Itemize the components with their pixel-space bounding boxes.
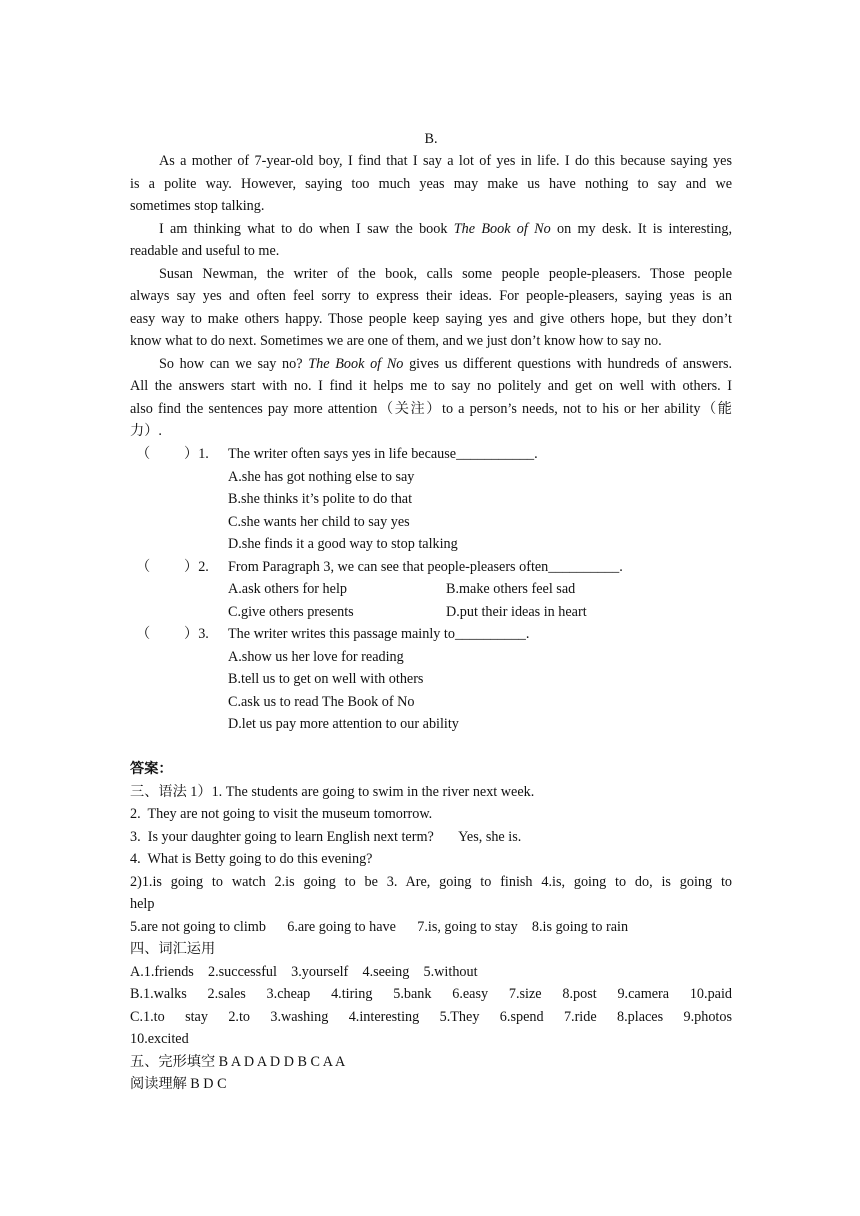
answer-line: 五、完形填空 B A D A D D B C A A — [130, 1054, 346, 1070]
answer-line: B.1.walks 2.sales 3.cheap 4.tiring 5.bank 6.easy 7.size 8.post 9.camera 10.paid — [130, 986, 732, 1002]
book-title-italic: The Book of No — [308, 356, 404, 372]
paragraph-3-line-3: easy way to make others happy. Those people keep saying yes and give others hope, but they don’t — [130, 311, 732, 327]
answer-line: 三、语法 1）1. The students are going to swim in the river next week. — [130, 784, 535, 800]
paragraph-2-line-2: readable and useful to me. — [130, 243, 280, 259]
book-title-italic: The Book of No — [453, 221, 551, 237]
answer-line: help — [130, 896, 155, 912]
question-1-option-b: B.she thinks it’s polite to do that — [228, 491, 413, 507]
answer-line: C.1.to stay 2.to 3.washing 4.interesting 5.They 6.spend 7.ride 8.places 9.photos — [130, 1009, 732, 1025]
question-1-option-c: C.she wants her child to say yes — [228, 514, 410, 530]
answer-blank-open: （ — [136, 626, 151, 642]
answers-heading: 答案： — [130, 761, 173, 777]
answer-line: 10.excited — [130, 1031, 189, 1047]
paragraph-4-text-a: So how can we say no? — [159, 356, 309, 372]
paragraph-4-line-3: also find the sentences pay more attention（关注）to a person’s needs, not to his or her ability（能 — [130, 401, 732, 417]
paragraph-3-line-4: know what to do next. Sometimes we are one of them, and we just don’t know how to say no. — [130, 333, 662, 349]
question-3-option-d: D.let us pay more attention to our ability — [228, 716, 459, 732]
question-number: ）1. — [184, 446, 209, 462]
answer-section-heading: 四、词汇运用 — [130, 941, 216, 957]
question-2-option-c: C.give others presents — [228, 604, 354, 620]
paragraph-1-line-3: sometimes stop talking. — [130, 198, 265, 214]
passage-title: B. — [424, 131, 438, 147]
question-2-option-a: A.ask others for help — [228, 581, 347, 597]
answer-line: A.1.friends 2.successful 3.yourself 4.seeing 5.without — [130, 964, 478, 980]
question-2-stem: From Paragraph 3, we can see that people-pleasers often__________. — [228, 559, 623, 575]
paragraph-2-text-b: on my desk. It is interesting, — [550, 221, 732, 237]
question-number: ）3. — [184, 626, 209, 642]
question-3-option-a: A.show us her love for reading — [228, 649, 404, 665]
answer-line: 阅读理解 B D C — [130, 1076, 227, 1092]
answer-line: 3. Is your daughter going to learn English next term? Yes, she is. — [130, 829, 522, 845]
answer-blank-open: （ — [136, 559, 151, 575]
answer-line: 4. What is Betty going to do this evening? — [130, 851, 373, 867]
question-1-option-d: D.she finds it a good way to stop talking — [228, 536, 458, 552]
paragraph-4-line-2: All the answers start with no. I find it helps me to say no politely and get on well with others. I — [130, 378, 732, 394]
paragraph-2-text-a: I am thinking what to do when I saw the book — [159, 221, 454, 237]
answer-line: 2. They are not going to visit the museum tomorrow. — [130, 806, 433, 822]
paragraph-1-line-1: As a mother of 7-year-old boy, I find that I say a lot of yes in life. I do this because saying yes — [159, 153, 732, 169]
question-3-option-b: B.tell us to get on well with others — [228, 671, 424, 687]
question-2-option-b: B.make others feel sad — [446, 581, 576, 597]
paragraph-3-line-2: always say yes and often feel sorry to express their ideas. For people-pleasers, saying yeas is an — [130, 288, 732, 304]
question-1-option-a: A.she has got nothing else to say — [228, 469, 415, 485]
answer-line: 5.are not going to climb 6.are going to have 7.is, going to stay 8.is going to rain — [130, 919, 629, 935]
paragraph-4-line-1 — [159, 355, 732, 373]
answer-line: 2)1.is going to watch 2.is going to be 3. Are, going to finish 4.is, going to do, is going to — [130, 874, 732, 890]
paragraph-4-text-b: gives us different questions with hundreds of answers. — [403, 356, 733, 372]
paragraph-3-line-1: Susan Newman, the writer of the book, calls some people people-pleasers. Those people — [159, 266, 732, 282]
paragraph-2-line-1 — [159, 220, 732, 238]
paragraph-1-line-2: is a polite way. However, saying too much yeas may make us have nothing to say and we — [130, 176, 732, 192]
question-3-option-c: C.ask us to read The Book of No — [228, 694, 415, 710]
paragraph-4-line-4: 力）. — [130, 423, 162, 439]
question-3-stem: The writer writes this passage mainly to__________. — [228, 626, 530, 642]
question-2-option-d: D.put their ideas in heart — [446, 604, 587, 620]
question-number: ）2. — [184, 559, 209, 575]
question-1-stem: The writer often says yes in life because___________. — [228, 446, 538, 462]
answer-blank-open: （ — [136, 446, 151, 462]
